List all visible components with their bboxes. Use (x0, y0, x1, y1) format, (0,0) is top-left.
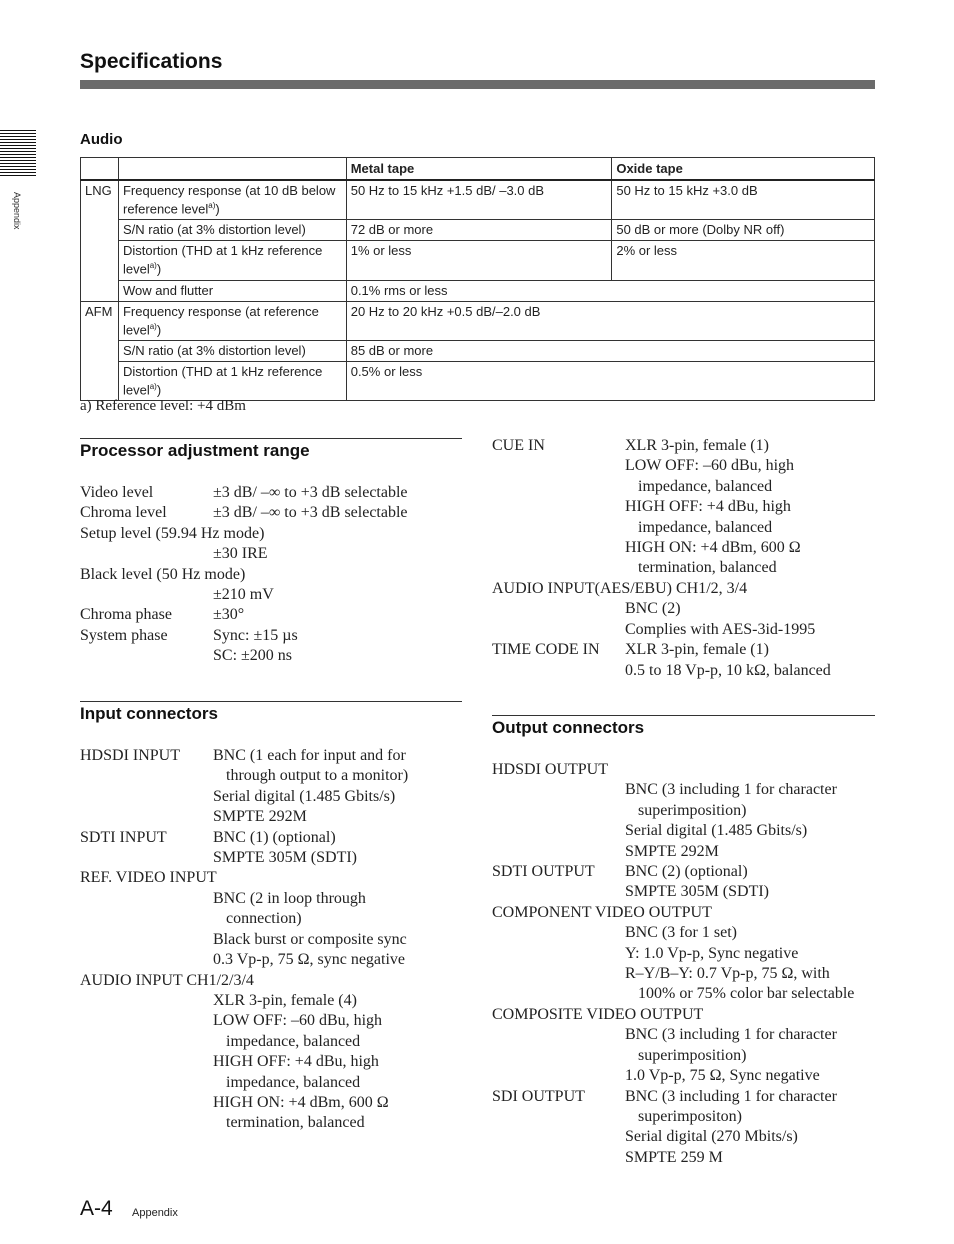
spec-values (625, 923, 875, 1005)
audio-table-body (81, 180, 875, 401)
spec-value-line: BNC (3 including 1 for character (625, 1026, 837, 1044)
output-heading: Output connectors (492, 718, 645, 737)
spec-value-line: termination, balanced (226, 1114, 365, 1132)
metal-value-cell: 72 dB or more (346, 220, 612, 241)
spec-entry (80, 868, 462, 970)
spec-value-line: SMPTE 305M (SDTI) (625, 883, 770, 901)
spec-entry (492, 436, 875, 579)
spec-value-line: superimposition) (638, 801, 747, 819)
page-number: A-4 (80, 1197, 113, 1220)
spec-entry (80, 605, 462, 625)
spec-value-line: ±30 IRE (213, 545, 268, 563)
spec-values (213, 889, 462, 971)
item-text: Distortion (THD at 1 kHz reference level (122, 243, 323, 277)
spec-values (625, 640, 875, 681)
spec-entry (80, 565, 462, 606)
spec-label: SDTI INPUT (80, 828, 167, 846)
spec-value-line: 1.0 Vp-p, 75 Ω, Sync negative (625, 1067, 820, 1085)
column-header-oxide: Oxide tape (612, 158, 875, 181)
spec-label: Chroma level (80, 504, 167, 522)
spec-value-line: XLR 3-pin, female (1) (625, 641, 769, 659)
spec-entry (80, 626, 462, 667)
spec-value-line: HIGH ON: +4 dBm, 600 Ω (213, 1093, 389, 1111)
spec-values (625, 1087, 875, 1169)
metal-value-cell: 1% or less (346, 241, 612, 280)
spec-value-line: BNC (3 for 1 set) (625, 924, 737, 942)
spec-entry (492, 903, 875, 1005)
spec-entry (492, 760, 875, 862)
spec-value-line: XLR 3-pin, female (4) (213, 991, 357, 1009)
table-row (81, 180, 875, 220)
spec-values (213, 746, 462, 828)
spec-value-line: SMPTE 305M (SDTI) (213, 849, 358, 867)
spec-values (625, 780, 875, 862)
spec-label: SDTI OUTPUT (492, 863, 595, 881)
spec-value-line: LOW OFF: –60 dBu, high (625, 457, 795, 475)
spec-value-line: Sync: ±15 µs (213, 626, 298, 644)
footer-label: Appendix (132, 1207, 178, 1219)
spec-value-line: termination, balanced (638, 559, 777, 577)
spec-entry (80, 524, 462, 565)
column-header (81, 158, 119, 181)
spec-values (213, 605, 462, 625)
spec-value-line: superimposition) (638, 1046, 747, 1064)
spec-values (213, 544, 462, 564)
table-row (81, 241, 875, 280)
value-cell: 85 dB or more (346, 340, 874, 361)
spec-value-line: BNC (2) (625, 600, 681, 618)
item-text: Frequency response (at reference level (122, 303, 319, 337)
table-row (81, 361, 875, 400)
item-text: Distortion (THD at 1 kHz reference level (122, 363, 323, 398)
spec-value-line: LOW OFF: –60 dBu, high (213, 1012, 383, 1030)
table-footnote: a) Reference level: +4 dBm (80, 398, 246, 414)
processor-spec-list (80, 483, 462, 667)
page-title: Specifications (80, 50, 223, 73)
title-rule (80, 80, 875, 89)
spec-label: AUDIO INPUT CH1/2/3/4 (80, 971, 254, 989)
spec-value-line: BNC (3 including 1 for character (625, 781, 837, 799)
spec-values (625, 436, 875, 579)
spec-values (625, 599, 875, 640)
section-rule (80, 438, 462, 439)
spec-value-line: connection) (226, 910, 302, 928)
spec-value-line: BNC (1 each for input and for (213, 747, 406, 765)
spec-entry (80, 746, 462, 828)
spec-label: HDSDI OUTPUT (492, 761, 608, 778)
item-text: S/N ratio (at 3% distortion level) (122, 342, 306, 358)
group-label-cell: AFM (81, 301, 119, 401)
item-cell (118, 280, 346, 301)
spec-values (213, 503, 462, 523)
input-heading: Input connectors (80, 704, 218, 723)
spec-value-line: Serial digital (270 Mbits/s) (625, 1128, 798, 1146)
spec-entry (80, 828, 462, 869)
column-header-metal: Metal tape (346, 158, 612, 181)
spec-value-line: Serial digital (1.485 Gbits/s) (625, 822, 808, 840)
spec-values (625, 1025, 875, 1086)
spec-value-line: R–Y/B–Y: 0.7 Vp-p, 75 Ω, with (625, 965, 830, 983)
group-label-cell: LNG (81, 180, 119, 301)
spec-value-line: ±3 dB/ –∞ to +3 dB selectable (213, 504, 408, 522)
metal-value-cell: 50 Hz to 15 kHz +1.5 dB/ –3.0 dB (346, 180, 612, 220)
item-cell (118, 241, 346, 280)
value-cell: 0.1% rms or less (346, 280, 874, 301)
spec-value-line: impedance, balanced (638, 518, 773, 536)
spec-entry (492, 579, 875, 640)
spec-entry (492, 862, 875, 903)
spec-value-line: impedance, balanced (226, 1073, 361, 1091)
spec-value-line: 0.3 Vp-p, 75 Ω, sync negative (213, 951, 406, 969)
input-continued-spec-list (492, 436, 875, 681)
spec-values (213, 483, 462, 503)
value-cell: 0.5% or less (346, 361, 874, 400)
spec-values (213, 828, 462, 869)
table-row (81, 220, 875, 241)
item-cell (118, 220, 346, 241)
item-text: Wow and flutter (122, 282, 214, 298)
footnote-ref: a) (149, 261, 157, 271)
spec-value-line: BNC (1) (optional) (213, 828, 336, 846)
spec-label: COMPONENT VIDEO OUTPUT (492, 903, 712, 921)
audio-heading: Audio (80, 131, 123, 148)
spec-value-line: SMPTE 292M (213, 808, 307, 826)
footnote-ref: a) (149, 381, 157, 391)
spec-label: REF. VIDEO INPUT (80, 869, 217, 887)
spec-value-line: BNC (2) (optional) (625, 863, 748, 881)
spec-label: Black level (50 Hz mode) (80, 565, 246, 583)
spec-value-line: through output to a monitor) (226, 767, 409, 785)
table-row (81, 280, 875, 301)
spec-value-line: HIGH OFF: +4 dBu, high (213, 1053, 379, 1071)
output-spec-list (492, 760, 875, 1168)
column-header (118, 158, 346, 181)
side-section-label: Appendix (12, 192, 22, 230)
appendix-tab-marker (0, 130, 36, 178)
item-cell (118, 361, 346, 400)
section-rule (80, 701, 462, 702)
spec-value-line: superimpositon) (638, 1107, 742, 1125)
spec-label: HDSDI INPUT (80, 747, 180, 764)
spec-value-line: SMPTE 259 M (625, 1148, 723, 1166)
spec-value-line: 0.5 to 18 Vp-p, 10 kΩ, balanced (625, 661, 831, 679)
spec-value-line: ±30° (213, 606, 245, 624)
spec-value-line: BNC (2 in loop through (213, 889, 366, 907)
spec-value-line: HIGH OFF: +4 dBu, high (625, 498, 791, 516)
spec-value-line: HIGH ON: +4 dBm, 600 Ω (625, 539, 801, 557)
spec-value-line: ±210 mV (213, 586, 274, 604)
spec-values (625, 862, 875, 903)
spec-label: System phase (80, 626, 168, 644)
footnote-ref: a) (208, 201, 216, 210)
spec-value-line: SMPTE 292M (625, 842, 719, 860)
audio-spec-table (80, 157, 875, 401)
spec-label: AUDIO INPUT(AES/EBU) CH1/2, 3/4 (492, 579, 748, 597)
input-spec-list (80, 746, 462, 1134)
spec-label: TIME CODE IN (492, 641, 600, 659)
spec-label: Chroma phase (80, 606, 172, 624)
spec-label: COMPOSITE VIDEO OUTPUT (492, 1005, 704, 1023)
spec-label: CUE IN (492, 437, 545, 454)
spec-value-line: Black burst or composite sync (213, 930, 407, 948)
item-cell (118, 340, 346, 361)
spec-values (213, 991, 462, 1134)
processor-heading: Processor adjustment range (80, 441, 310, 460)
spec-value-line: impedance, balanced (226, 1032, 361, 1050)
section-rule (492, 715, 875, 716)
spec-value-line: Complies with AES-3id-1995 (625, 620, 816, 638)
spec-entry (492, 1005, 875, 1087)
footnote-ref: a) (149, 321, 157, 331)
spec-label: Video level (80, 484, 154, 501)
table-row (81, 340, 875, 361)
spec-entry (80, 503, 462, 523)
table-row (81, 301, 875, 340)
item-text: Frequency response (at 10 dB below reference level (122, 183, 336, 217)
spec-entry (492, 640, 875, 681)
spec-entry (492, 1087, 875, 1169)
spec-entry (80, 971, 462, 1134)
spec-value-line: XLR 3-pin, female (1) (625, 437, 769, 455)
spec-value-line: BNC (3 including 1 for character (625, 1087, 837, 1105)
spec-value-line: Y: 1.0 Vp-p, Sync negative (625, 944, 799, 962)
oxide-value-cell: 50 Hz to 15 kHz +3.0 dB (612, 180, 875, 220)
spec-label: Setup level (59.94 Hz mode) (80, 524, 265, 542)
spec-value-line: ±3 dB/ –∞ to +3 dB selectable (213, 484, 408, 502)
item-cell (118, 180, 346, 220)
item-text: S/N ratio (at 3% distortion level) (122, 222, 306, 238)
item-cell (118, 301, 346, 340)
spec-value-line: Serial digital (1.485 Gbits/s) (213, 787, 396, 805)
oxide-value-cell: 2% or less (612, 241, 875, 280)
spec-value-line: 100% or 75% color bar selectable (638, 985, 855, 1003)
value-cell: 20 Hz to 20 kHz +0.5 dB/–2.0 dB (346, 301, 874, 340)
item-close: ) (156, 321, 162, 337)
spec-values (213, 626, 462, 667)
item-close: ) (156, 261, 162, 277)
spec-label: SDI OUTPUT (492, 1087, 585, 1105)
spec-entry (80, 483, 462, 503)
spec-value-line: impedance, balanced (638, 477, 773, 495)
oxide-value-cell: 50 dB or more (Dolby NR off) (612, 220, 875, 241)
table-header-row (81, 158, 875, 181)
spec-values (213, 585, 462, 605)
spec-value-line: SC: ±200 ns (213, 647, 293, 665)
item-close: ) (215, 201, 220, 217)
item-close: ) (156, 382, 162, 398)
